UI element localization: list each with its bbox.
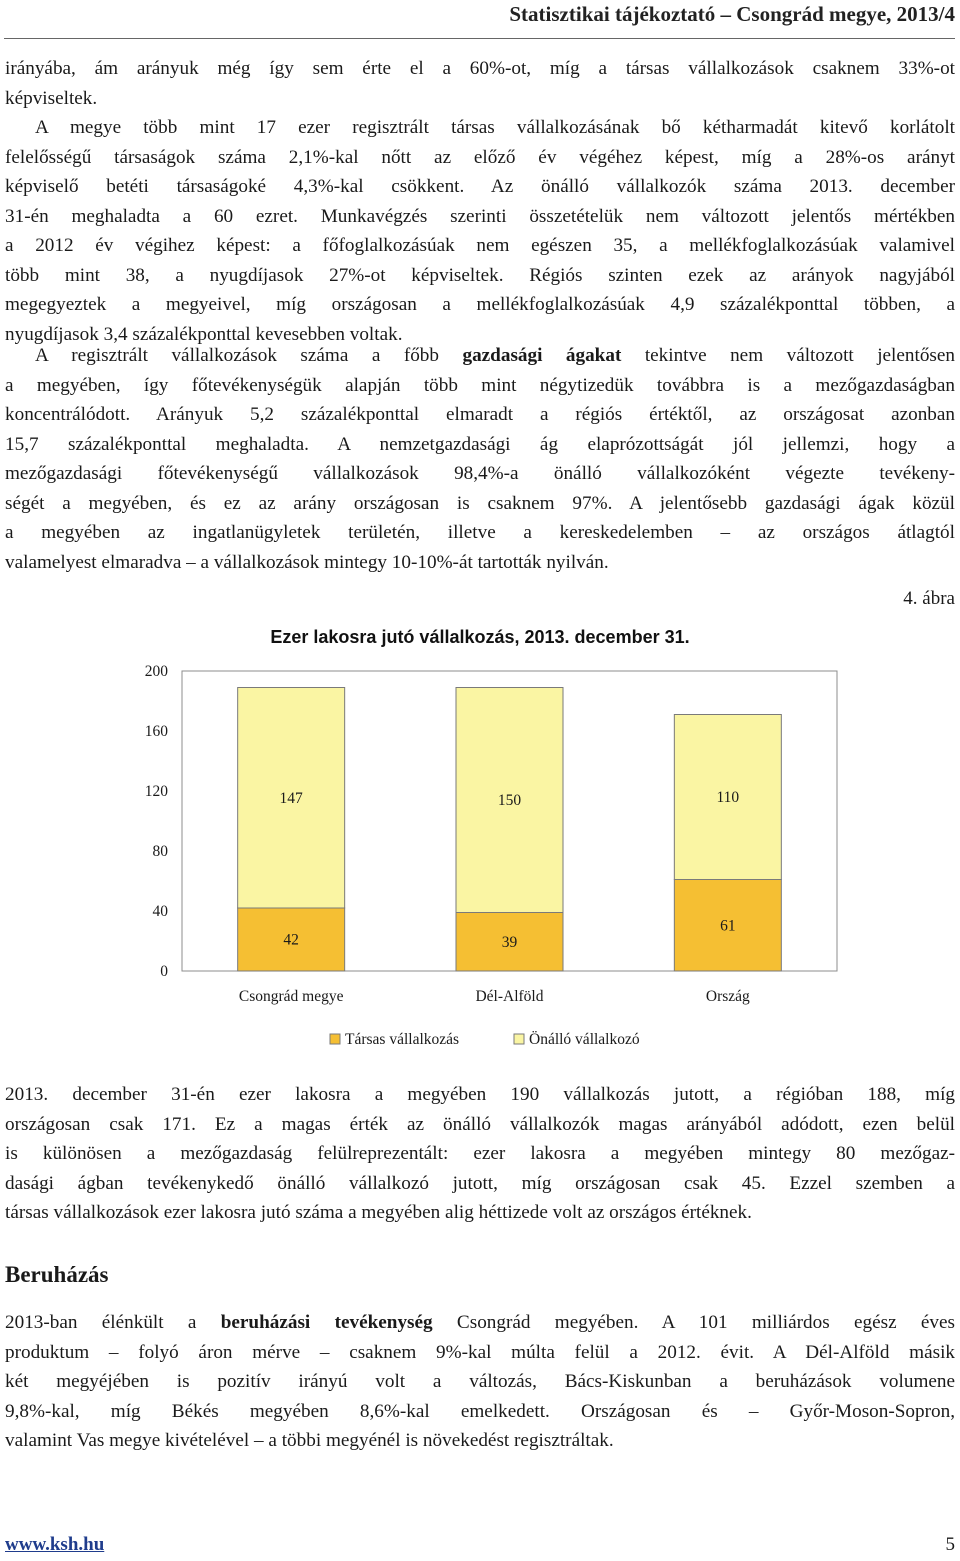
text-line: mezőgazdasági főtevékenységű vállalkozások 98,4%-a önálló vállalkozóként végezte tevékeny- [5, 463, 955, 484]
data-label: 150 [497, 792, 522, 809]
paragraph-4 [5, 1080, 955, 1228]
bold-term: gazdasági ágakat [462, 345, 622, 366]
text-line: 15,7 százalékponttal meghaladta. A nemzetgazdasági ág elaprózottságát jól jellemzi, hogy a [5, 433, 955, 455]
text-run: tekintve nem változott jelentősen [621, 345, 955, 366]
text-line: a 2012 év végihez képest: a főfoglalkozásúak nem egészen 35, a mellékfoglalkozásúak valamivel [5, 235, 955, 256]
text-line: társas vállalkozások ezer lakosra jutó száma a megyében alig héttizede volt az országos értéknek. [5, 1202, 752, 1223]
text-run: A regisztrált vállalkozások száma a főbb [35, 345, 463, 366]
header-divider [4, 38, 955, 39]
bold-term: beruházási tevékenység [220, 1312, 433, 1333]
text-line: nyugdíjasok 3,4 százalékponttal kevesebben voltak. [5, 323, 403, 345]
ksh-website-link[interactable]: www.ksh.hu [5, 1534, 105, 1555]
text-line: 9,8%-kal, míg Békés megyében 8,6%-kal emelkedett. Országosan és – Győr-Moson-Sopron, [5, 1400, 955, 1422]
text-line: produktum – folyó áron mérve – csaknem 9%-kal múlta felül a 2012. évit. A Dél-Alföld másik [5, 1341, 955, 1363]
text-line: irányába, ám arányuk még így sem érte el a 60%-ot, míg a társas vállalkozások csaknem 33%-ot [5, 58, 955, 79]
y-tick-label: 80 [152, 843, 168, 860]
paragraph-1 [5, 54, 955, 113]
text-line: képviselő betéti társaságoké 4,3%-kal csökkent. Az önálló vállalkozók száma 2013. december [5, 176, 955, 197]
text-line: valamelyest elmaradva – a vállalkozások mintegy 10-10%-át tartották nyilván. [5, 551, 609, 573]
text-line: országosan csak 171. Ez a magas érték az önálló vállalkozók magas arányából adódott, ezen belül [5, 1113, 955, 1135]
text-line: képviseltek. [5, 87, 98, 109]
section-title: Beruházás [5, 1262, 109, 1287]
text-line: a megyében, így főtevékenységük alapján több mint négytizedük továbbra is a mezőgazdaságban [5, 374, 955, 396]
data-label: 42 [283, 931, 299, 949]
text-line: két megyéjében is pozitív irányú volt a változás, Bács-Kiskunban a beruházások volumene [5, 1371, 955, 1392]
page-number: 5 [945, 1534, 955, 1555]
x-category-label: Csongrád megye [238, 988, 344, 1005]
text-line: dasági ágban tevékenykedő önálló vállalkozó jutott, míg országosan csak 45. Ezzel szemben a [5, 1172, 955, 1194]
text-run: Csongrád megyében. A 101 milliárdos egész éves [432, 1312, 955, 1333]
text-line: koncentrálódott. Arányuk 5,2 százalékponttal elmaradt a régiós értéktől, az országosat azonban [5, 404, 955, 425]
y-tick-label: 200 [144, 663, 168, 680]
legend-label: Önálló vállalkozó [529, 1031, 640, 1048]
text-line [5, 1308, 955, 1338]
y-tick-label: 0 [160, 963, 168, 980]
data-label: 110 [716, 789, 740, 806]
legend-swatch [330, 1034, 340, 1044]
paragraph-2 [5, 113, 955, 349]
text-line: megegyeztek a megyeivel, míg országosan a mellékfoglalkozásúak 4,9 százalékponttal többen, a [5, 294, 955, 315]
text-line: valamint Vas megye kivételével – a többi megyénél is növekedést regisztráltak. [5, 1430, 614, 1451]
x-category-label: Ország [705, 988, 750, 1005]
text-line: több mint 38, a nyugdíjasok 27%-ot képviseltek. Régiós szinten ezek az arányok nagyjából [5, 264, 955, 286]
legend-label: Társas vállalkozás [345, 1031, 460, 1048]
y-tick-label: 160 [144, 723, 168, 740]
text-line: A megye több mint 17 ezer regisztrált társas vállalkozásának bő kétharmadát kitevő korlátolt [35, 117, 955, 138]
text-line: 31-én meghaladta a 60 ezret. Munkavégzés szerinti összetételük nem változott jelentős mértékben [5, 205, 955, 227]
text-line: 2013. december 31-én ezer lakosra a megyében 190 vállalkozás jutott, a régióban 188, míg [5, 1084, 955, 1105]
paragraph-5 [5, 1308, 955, 1456]
stacked-bar-chart [0, 615, 960, 1065]
y-tick-label: 40 [152, 903, 168, 920]
text-line [5, 341, 955, 371]
text-run: 2013-ban élénkült a [5, 1312, 221, 1333]
figure-label: 4. ábra [903, 588, 955, 609]
data-label: 61 [720, 917, 736, 935]
data-label: 39 [501, 933, 518, 951]
text-line: is különösen a mezőgazdaság felülreprezentált: ezer lakosra a megyében mintegy 80 mezőgaz- [5, 1143, 955, 1164]
text-line: felelősségű társaságok száma 2,1%-kal nőtt az előző év végéhez képest, míg a 28%-os arányt [5, 146, 955, 168]
data-label: 147 [279, 789, 303, 807]
x-category-label: Dél-Alföld [475, 988, 544, 1005]
text-line: a megyében az ingatlanügyletek területén, illetve a kereskedelemben – az országos átlagtól [5, 522, 955, 543]
paragraph-3 [5, 341, 955, 577]
page-header: Statisztikai tájékoztató – Csongrád megye, 2013/4 [509, 2, 955, 26]
chart-title: Ezer lakosra jutó vállalkozás, 2013. december 31. [270, 627, 690, 647]
y-tick-label: 120 [144, 783, 168, 800]
text-line: ségét a megyében, és ez az arány országosan is csaknem 97%. A jelentősebb gazdasági ágak közül [5, 492, 955, 514]
legend-swatch [514, 1034, 524, 1044]
